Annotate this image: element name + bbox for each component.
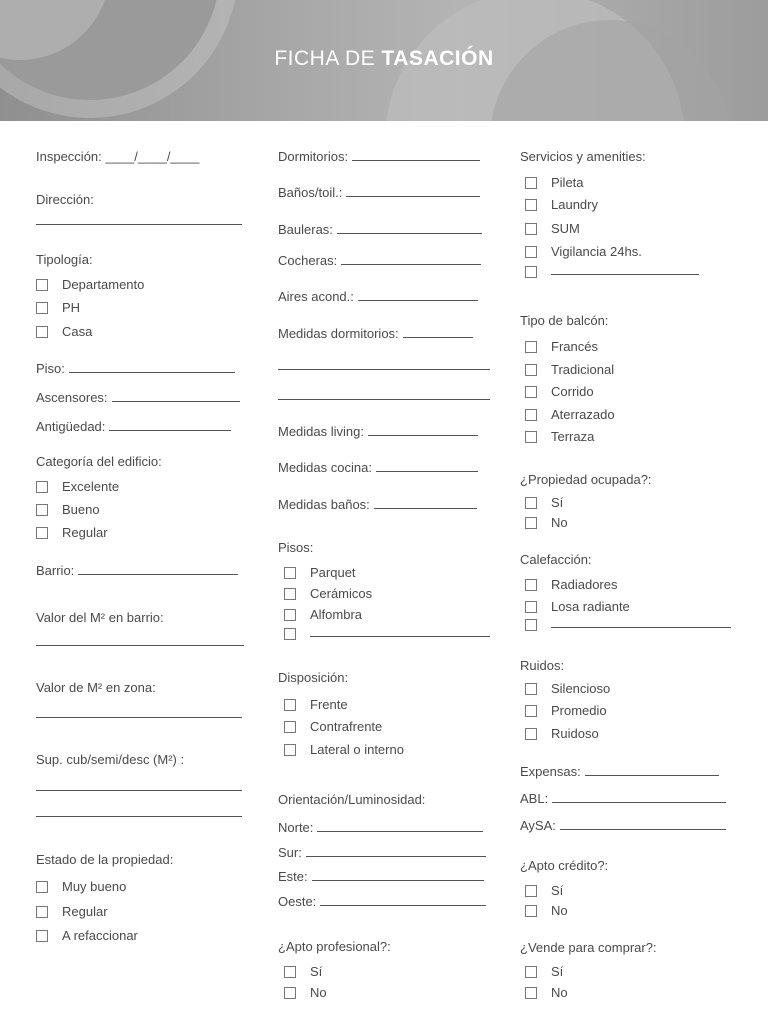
banos-field[interactable]: Baños/toil.: — [278, 185, 480, 200]
apto-credito-label: ¿Apto crédito?: — [520, 858, 609, 873]
tipologia-label: Tipología: — [36, 252, 93, 267]
checkbox-regular-estado[interactable]: Regular — [36, 904, 108, 919]
checkbox-ph[interactable]: PH — [36, 300, 80, 315]
checkbox-parquet[interactable]: Parquet — [284, 565, 356, 580]
categoria-label: Categoría del edificio: — [36, 454, 162, 469]
inspeccion-field[interactable]: Inspección: ____/____/____ — [36, 149, 200, 164]
checkbox-silencioso[interactable]: Silencioso — [525, 681, 610, 696]
checkbox-radiadores[interactable]: Radiadores — [525, 577, 618, 592]
checkbox-pileta[interactable]: Pileta — [525, 175, 584, 190]
direccion-line[interactable] — [36, 224, 242, 225]
dormitorios-field[interactable]: Dormitorios: — [278, 149, 480, 164]
checkbox-apto-profesional-no[interactable]: No — [284, 985, 327, 1000]
sup-line-2[interactable] — [36, 816, 242, 817]
servicios-label: Servicios y amenities: — [520, 149, 646, 164]
checkbox-a-refaccionar[interactable]: A refaccionar — [36, 928, 138, 943]
balcon-label: Tipo de balcón: — [520, 313, 609, 328]
checkbox-bueno[interactable]: Bueno — [36, 502, 100, 517]
checkbox-frances[interactable]: Francés — [525, 339, 598, 354]
medidas-banos-field[interactable]: Medidas baños: — [278, 497, 477, 512]
estado-label: Estado de la propiedad: — [36, 852, 174, 867]
page-title: FICHA DE TASACIÓN — [274, 47, 494, 70]
orientacion-label: Orientación/Luminosidad: — [278, 792, 426, 807]
header-banner — [0, 0, 768, 121]
norte-field[interactable]: Norte: — [278, 820, 483, 835]
checkbox-lateral[interactable]: Lateral o interno — [284, 742, 404, 757]
valor-barrio-label: Valor del M² en barrio: — [36, 610, 164, 625]
checkbox-ceramicos[interactable]: Cerámicos — [284, 586, 372, 601]
checkbox-muy-bueno[interactable]: Muy bueno — [36, 879, 126, 894]
disposicion-label: Disposición: — [278, 670, 349, 685]
checkbox-corrido[interactable]: Corrido — [525, 384, 594, 399]
ascensores-field[interactable]: Ascensores: — [36, 390, 240, 405]
checkbox-aterrazado[interactable]: Aterrazado — [525, 407, 615, 422]
checkbox-excelente[interactable]: Excelente — [36, 479, 119, 494]
checkbox-vigilancia[interactable]: Vigilancia 24hs. — [525, 244, 642, 259]
medidas-dormitorios-line-1[interactable] — [278, 369, 490, 370]
medidas-cocina-field[interactable]: Medidas cocina: — [278, 460, 478, 475]
ruidos-label: Ruidos: — [520, 658, 565, 673]
checkbox-calefaccion-otro[interactable] — [525, 619, 731, 631]
aires-field[interactable]: Aires acond.: — [278, 289, 478, 304]
checkbox-casa[interactable]: Casa — [36, 324, 92, 339]
aysa-field[interactable]: AySA: — [520, 818, 726, 833]
medidas-living-field[interactable]: Medidas living: — [278, 424, 478, 439]
checkbox-ocupada-si[interactable]: Sí — [525, 495, 563, 510]
este-field[interactable]: Este: — [278, 869, 484, 884]
sup-label: Sup. cub/semi/desc (M²) : — [36, 752, 185, 767]
checkbox-promedio[interactable]: Promedio — [525, 703, 607, 718]
piso-field[interactable]: Piso: — [36, 361, 235, 376]
abl-field[interactable]: ABL: — [520, 791, 726, 806]
checkbox-vende-no[interactable]: No — [525, 985, 568, 1000]
bauleras-field[interactable]: Bauleras: — [278, 222, 482, 237]
checkbox-contrafrente[interactable]: Contrafrente — [284, 719, 382, 734]
checkbox-laundry[interactable]: Laundry — [525, 197, 598, 212]
apto-profesional-label: ¿Apto profesional?: — [278, 939, 391, 954]
sur-field[interactable]: Sur: — [278, 845, 486, 860]
expensas-field[interactable]: Expensas: — [520, 764, 719, 779]
checkbox-apto-credito-si[interactable]: Sí — [525, 883, 563, 898]
checkbox-losa-radiante[interactable]: Losa radiante — [525, 599, 630, 614]
medidas-dormitorios-line-2[interactable] — [278, 399, 490, 400]
checkbox-ruidoso[interactable]: Ruidoso — [525, 726, 599, 741]
medidas-dormitorios-field[interactable]: Medidas dormitorios: — [278, 326, 473, 341]
cocheras-field[interactable]: Cocheras: — [278, 253, 481, 268]
checkbox-vende-si[interactable]: Sí — [525, 964, 563, 979]
calefaccion-label: Calefacción: — [520, 552, 592, 567]
barrio-field[interactable]: Barrio: — [36, 563, 238, 578]
checkbox-terraza[interactable]: Terraza — [525, 429, 594, 444]
pisos-label: Pisos: — [278, 540, 314, 555]
valor-zona-label: Valor de M² en zona: — [36, 680, 156, 695]
checkbox-sum[interactable]: SUM — [525, 221, 580, 236]
checkbox-servicios-otro[interactable] — [525, 266, 699, 278]
sup-line-1[interactable] — [36, 790, 242, 791]
checkbox-tradicional[interactable]: Tradicional — [525, 362, 614, 377]
oeste-field[interactable]: Oeste: — [278, 894, 486, 909]
ocupada-label: ¿Propiedad ocupada?: — [520, 472, 652, 487]
checkbox-regular-categoria[interactable]: Regular — [36, 525, 108, 540]
direccion-label: Dirección: — [36, 192, 94, 207]
checkbox-frente[interactable]: Frente — [284, 697, 348, 712]
valor-barrio-line[interactable] — [36, 645, 244, 646]
checkbox-apto-credito-no[interactable]: No — [525, 903, 568, 918]
checkbox-apto-profesional-si[interactable]: Sí — [284, 964, 322, 979]
checkbox-ocupada-no[interactable]: No — [525, 515, 568, 530]
vende-label: ¿Vende para comprar?: — [520, 940, 657, 955]
checkbox-pisos-otro[interactable] — [284, 628, 490, 640]
checkbox-departamento[interactable]: Departamento — [36, 277, 144, 292]
valor-zona-line[interactable] — [36, 717, 242, 718]
checkbox-alfombra[interactable]: Alfombra — [284, 607, 362, 622]
antiguedad-field[interactable]: Antigüedad: — [36, 419, 231, 434]
